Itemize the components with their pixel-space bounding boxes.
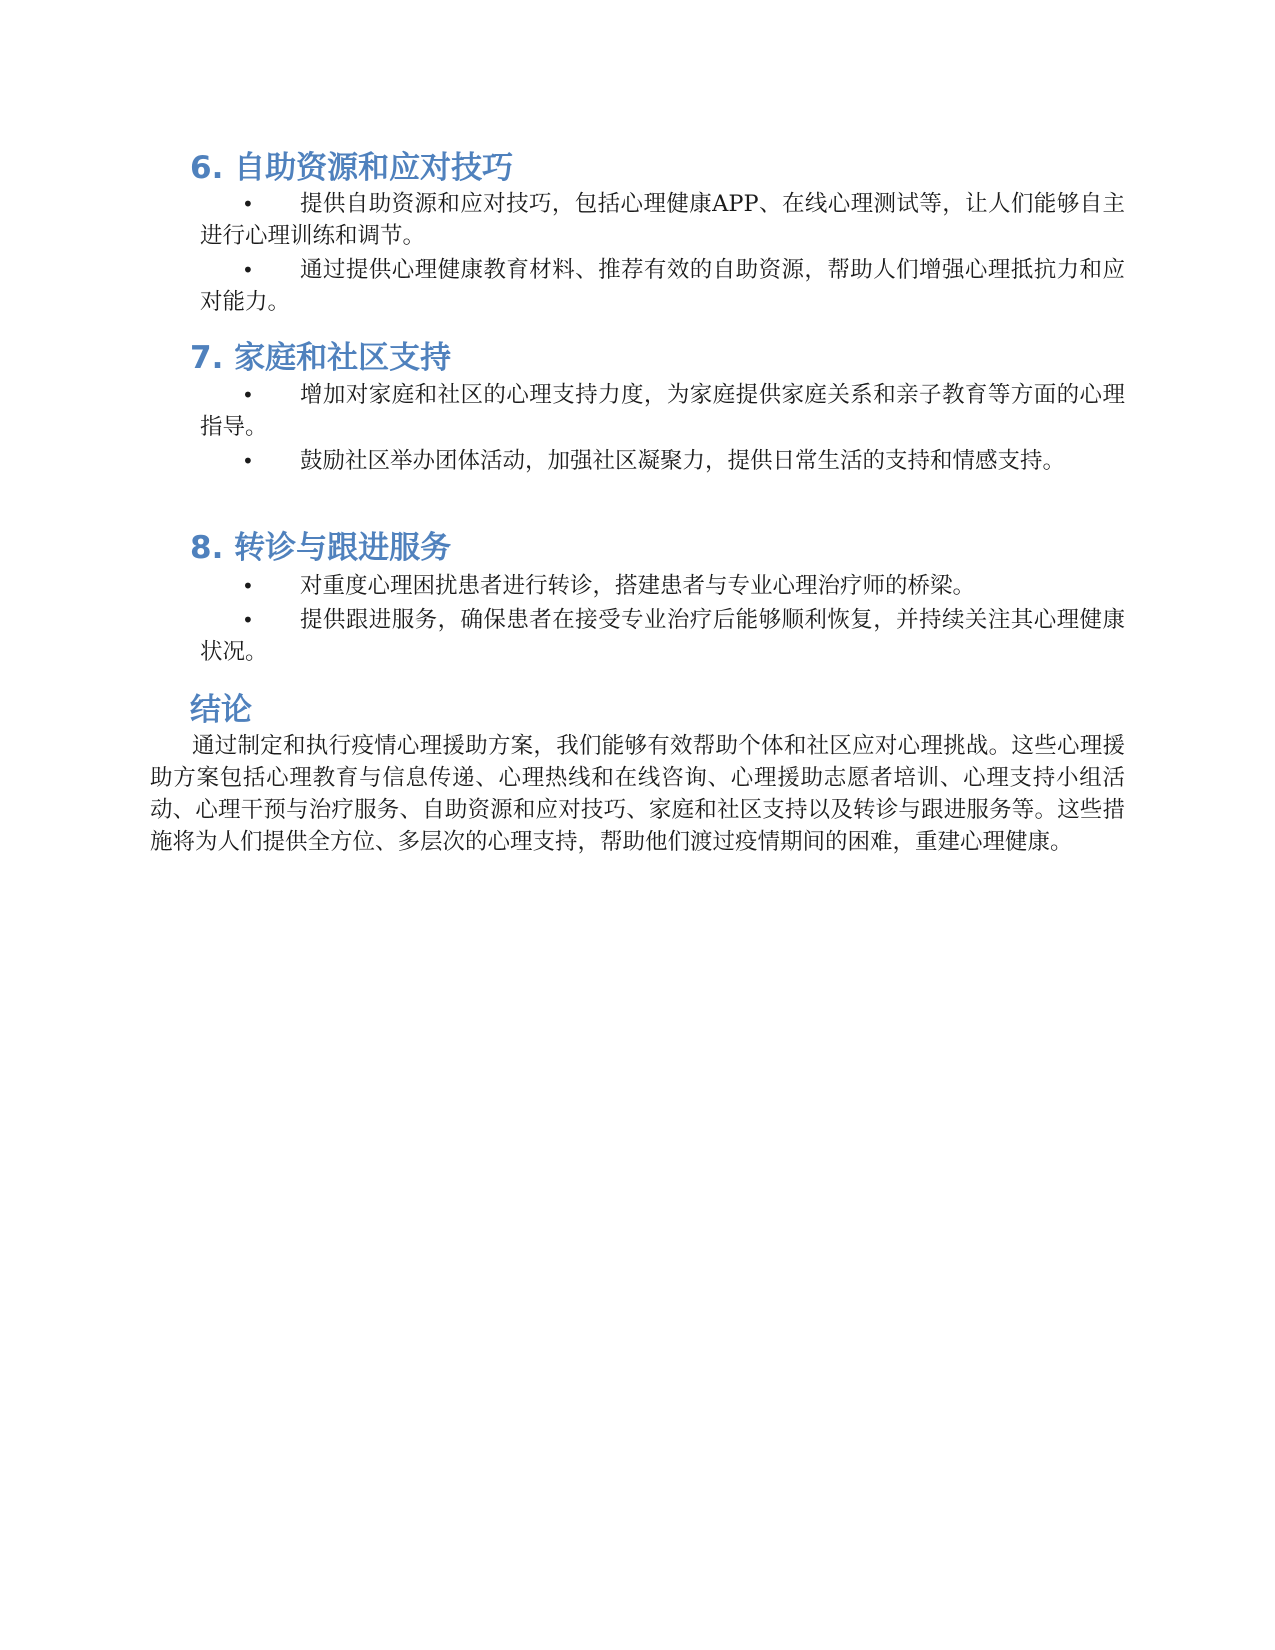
list-item-text: 增加对家庭和社区的心理支持力度，为家庭提供家庭关系和亲子教育等方面的心理指导。 (200, 382, 1125, 440)
bullet-icon: • (242, 574, 254, 598)
list-item (200, 570, 1125, 602)
section-heading-8: 8. 转诊与跟进服务 (190, 530, 452, 566)
bullet-icon: • (242, 449, 254, 473)
list-item-text: 鼓励社区举办团体活动，加强社区凝聚力，提供日常生活的支持和情感支持。 (300, 448, 1066, 474)
section-heading-6: 6. 自助资源和应对技巧 (190, 150, 514, 186)
section-heading-7: 7. 家庭和社区支持 (190, 340, 452, 376)
bullet-icon: • (242, 608, 254, 632)
list-item-text: 提供跟进服务，确保患者在接受专业治疗后能够顺利恢复，并持续关注其心理健康状况。 (200, 607, 1125, 665)
list-item-text: 对重度心理困扰患者进行转诊，搭建患者与专业心理治疗师的桥梁。 (300, 573, 976, 599)
list-item (200, 254, 1125, 318)
list-item-text: 提供自助资源和应对技巧，包括心理健康APP、在线心理测试等，让人们能够自主进行心理训练和调节。 (200, 191, 1125, 249)
list-item-text: 通过提供心理健康教育材料、推荐有效的自助资源，帮助人们增强心理抵抗力和应对能力。 (200, 257, 1125, 315)
bullet-icon: • (242, 258, 254, 282)
list-item (200, 445, 1125, 477)
list-item (200, 379, 1125, 443)
conclusion-paragraph: 通过制定和执行疫情心理援助方案，我们能够有效帮助个体和社区应对心理挑战。这些心理援助方案包括心理教育与信息传递、心理热线和在线咨询、心理援助志愿者培训、心理支持小组活动、心理干预与治疗服务、自助资源和应对技巧、家庭和社区支持以及转诊与跟进服务等。这些措施将为人们提供全方位、多层次的心理支持，帮助他们渡过疫情期间的困难，重建心理健康。 (150, 733, 1125, 855)
conclusion-heading: 结论 (190, 692, 252, 728)
bullet-icon: • (242, 192, 254, 216)
list-item (200, 604, 1125, 668)
bullet-icon: • (242, 383, 254, 407)
list-item (200, 188, 1125, 252)
